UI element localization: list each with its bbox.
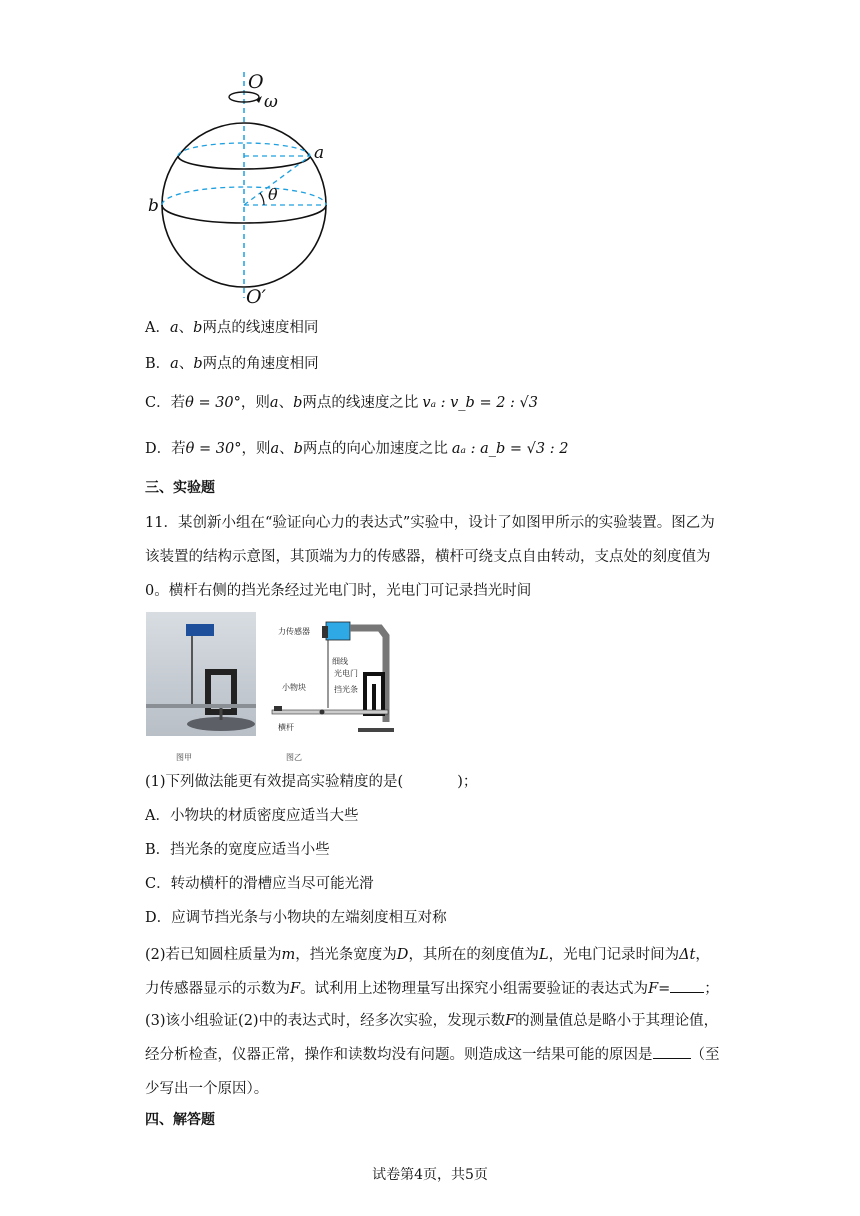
option-10c: C．若θ = 30°，则a、b两点的线速度之比 vₐ : v_b = 2 : √3: [145, 395, 538, 411]
label-strip: 挡光条: [334, 685, 358, 694]
q11-sub1: (1)下列做法能更有效提高实验精度的是( )；: [145, 774, 478, 790]
apparatus-photo: [146, 612, 256, 736]
q11-option-b: B．挡光条的宽度应适当小些: [145, 842, 330, 858]
label-omega: ω: [264, 92, 278, 112]
option-10a: A．a、b两点的线速度相同: [145, 320, 319, 336]
section-heading-experiment: 三、实验题: [145, 480, 215, 496]
q11-sub2: (2)若已知圆柱质量为m，挡光条宽度为D，其所在的刻度值为L，光电门记录时间为Δt，力传感器显示的示数为F。试利用上述物理量写出探究小组需要验证的表达式为F= ；: [145, 947, 719, 997]
label-bar: 横杆: [278, 723, 294, 732]
label-O: O: [248, 71, 264, 93]
label-block: 小物块: [282, 683, 306, 692]
answer-blank-2[interactable]: [670, 978, 704, 993]
q11-option-c: C．转动横杆的滑槽应当尽可能光滑: [145, 876, 374, 892]
label-O-prime: O′: [246, 286, 266, 308]
option-10b: B．a、b两点的角速度相同: [145, 356, 319, 372]
fig-a-caption: 图甲: [176, 753, 192, 762]
option-10d: D．若θ = 30°，则a、b两点的向心加速度之比 aₐ : a_b = √3 : 2: [145, 441, 569, 457]
apparatus-photo-drawing: [146, 612, 256, 736]
page-footer: 试卷第4页，共5页: [372, 1167, 488, 1183]
fig-b-caption: 图乙: [286, 753, 302, 762]
q11-option-a: A．小物块的材质密度应适当大些: [145, 808, 359, 824]
label-theta: θ: [268, 185, 278, 204]
q11-sub3: (3)该小组验证(2)中的表达式时，经多次实验，发现示数F的测量值总是略小于其理论值，经分析检查，仪器正常，操作和读数均没有问题。则造成这一结果可能的原因是 （至少写出一个原因）。: [145, 1013, 720, 1097]
answer-blank-3[interactable]: [653, 1044, 691, 1059]
q11-intro: 11．某创新小组在“验证向心力的表达式”实验中，设计了如图甲所示的实验装置。图乙为该装置的结构示意图，其顶端为力的传感器，横杆可绕支点自由转动，支点处的刻度值为0。横杆右侧的挡光条经过光电门时，光电门可记录挡光时间: [145, 515, 715, 599]
label-a: a: [314, 143, 325, 163]
apparatus-schematic: [270, 612, 400, 742]
label-b: b: [148, 196, 159, 216]
section-heading-answer: 四、解答题: [145, 1112, 215, 1128]
sphere-figure: [140, 60, 340, 310]
label-thread: 细线: [332, 657, 348, 666]
label-force-sensor: 力传感器: [278, 627, 310, 636]
q11-option-d: D．应调节挡光条与小物块的左端刻度相互对称: [145, 910, 447, 926]
label-photogate: 光电门: [334, 669, 358, 678]
